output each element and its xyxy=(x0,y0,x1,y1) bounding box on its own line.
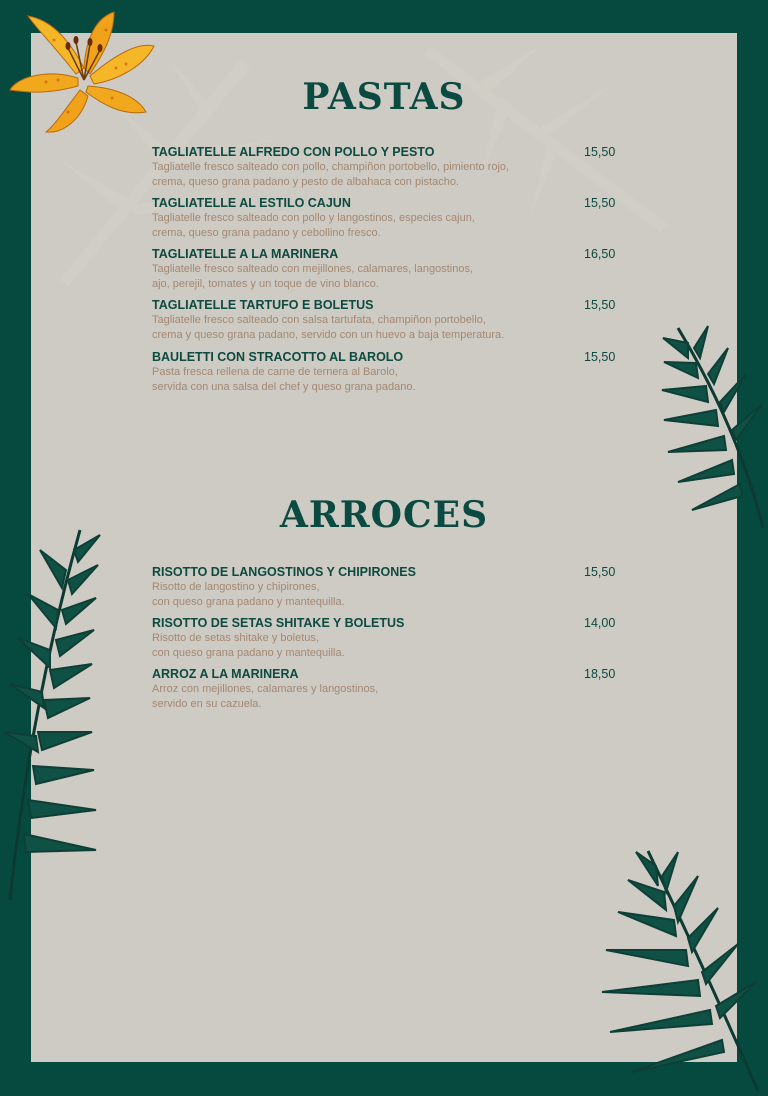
menu-item xyxy=(152,350,622,394)
menu-item xyxy=(152,145,622,189)
menu-item xyxy=(152,667,622,711)
item-price: 16,50 xyxy=(584,247,616,261)
menu-item xyxy=(152,565,622,609)
item-price: 15,50 xyxy=(584,565,616,579)
item-description: Risotto de setas shitake y boletus, xyxy=(152,632,319,644)
item-name: TAGLIATELLE A LA MARINERA xyxy=(152,247,339,261)
item-name: ARROZ A LA MARINERA xyxy=(152,667,299,681)
item-price: 15,50 xyxy=(584,298,616,312)
item-price: 15,50 xyxy=(584,350,616,364)
item-name: RISOTTO DE SETAS SHITAKE Y BOLETUS xyxy=(152,616,405,630)
item-description: con queso grana padano y mantequilla. xyxy=(152,595,345,608)
item-price: 14,00 xyxy=(584,616,616,630)
item-description: Risotto de langostino y chipirones, xyxy=(152,581,320,593)
item-description: servido en su cazuela. xyxy=(152,697,262,710)
item-price: 15,50 xyxy=(584,196,616,210)
item-price: 18,50 xyxy=(584,667,616,681)
item-description: Tagliatelle fresco salteado con pollo, champiñon portobello, pimiento rojo, xyxy=(152,161,510,173)
menu-item xyxy=(152,298,622,342)
item-name: TAGLIATELLE ALFREDO CON POLLO Y PESTO xyxy=(152,145,435,159)
menu-item xyxy=(152,616,622,660)
item-description: con queso grana padano y mantequilla. xyxy=(152,646,345,659)
section-title-arroces: ARROCES xyxy=(279,494,489,536)
item-name: TAGLIATELLE TARTUFO E BOLETUS xyxy=(152,298,374,312)
item-price: 15,50 xyxy=(584,145,616,159)
item-description: Arroz con mejillones, calamares y langostinos, xyxy=(152,683,379,695)
item-name: BAULETTI CON STRACOTTO AL BAROLO xyxy=(152,350,404,364)
item-description: Tagliatelle fresco salteado con salsa tartufata, champiñon portobello, xyxy=(152,314,486,326)
item-name: TAGLIATELLE AL ESTILO CAJUN xyxy=(152,196,351,210)
item-description: Pasta fresca rellena de carne de ternera al Barolo, xyxy=(152,366,398,378)
menu-item xyxy=(152,196,622,240)
menu-item xyxy=(152,247,622,291)
item-description: crema, queso grana padano y cebollino fresco. xyxy=(152,226,381,239)
item-description: servida con una salsa del chef y queso grana padano. xyxy=(152,380,416,393)
item-description: Tagliatelle fresco salteado con pollo y langostinos, especies cajun, xyxy=(152,212,475,224)
item-description: ajo, perejil, tomates y un toque de vino blanco. xyxy=(152,277,379,290)
section-title-pastas: PASTAS xyxy=(302,76,466,118)
item-description: Tagliatelle fresco salteado con mejillones, calamares, langostinos, xyxy=(152,263,474,275)
item-name: RISOTTO DE LANGOSTINOS Y CHIPIRONES xyxy=(152,565,416,579)
item-description: crema y queso grana padano, servido con un huevo a baja temperatura. xyxy=(152,328,505,341)
item-description: crema, queso grana padano y pesto de albahaca con pistacho. xyxy=(152,175,459,188)
